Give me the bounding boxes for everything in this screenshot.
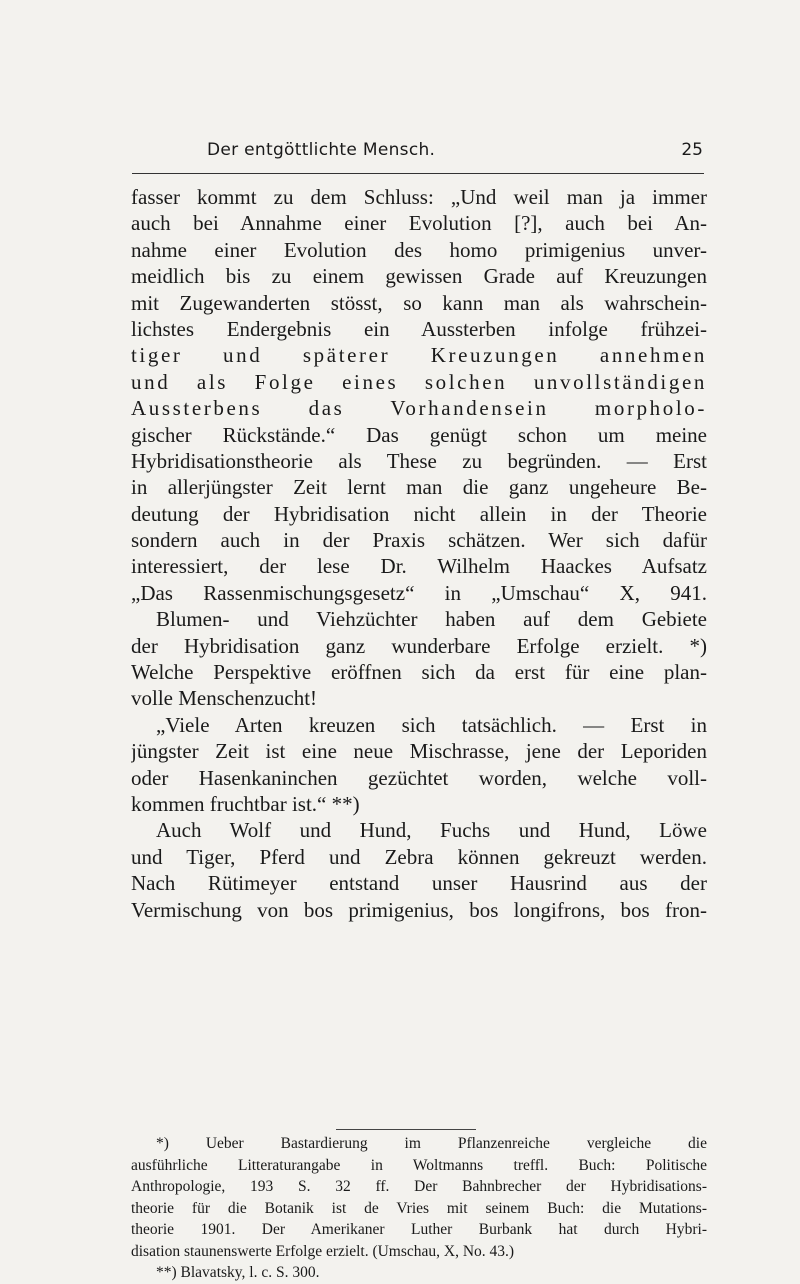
text-line: oder Hasenkaninchen gezüchtet worden, welche voll-	[131, 765, 707, 790]
main-text	[131, 184, 707, 923]
footnote-line: Anthropologie, 193 S. 32 ff. Der Bahnbrecher der Hybridisations-	[131, 1178, 707, 1195]
text-line: mit Zugewanderten stösst, so kann man als wahrschein-	[131, 290, 707, 315]
footnotes	[131, 1133, 707, 1284]
text-line: „Das Rassenmischungsgesetz“ in „Umschau“ X, 941.	[131, 580, 707, 605]
header-rule	[132, 173, 704, 174]
running-header	[207, 140, 707, 166]
text-line: Hybridisationstheorie als These zu begründen. — Erst	[131, 448, 707, 473]
text-line: Auch Wolf und Hund, Fuchs und Hund, Löwe	[156, 818, 707, 843]
page-number: 25	[681, 140, 703, 160]
running-title: Der entgöttlichte Mensch.	[207, 140, 436, 160]
text-line: lichstes Endergebnis ein Aussterben infolge frühzei-	[131, 316, 707, 341]
text-line: deutung der Hybridisation nicht allein in der Theorie	[131, 501, 707, 526]
text-line-spaced: und als Folge eines solchen unvollständigen	[131, 369, 707, 394]
text-line: fasser kommt zu dem Schluss: „Und weil man ja immer	[131, 185, 707, 209]
text-line: in allerjüngster Zeit lernt man die ganz ungeheure Be-	[131, 475, 707, 500]
text-line: Vermischung von bos primigenius, bos longifrons, bos fron-	[131, 897, 707, 922]
text-line: „Viele Arten kreuzen sich tatsächlich. — Erst in	[156, 712, 707, 737]
text-line: Nach Rütimeyer entstand unser Hausrind aus der	[131, 871, 707, 896]
text-line-spaced: Aussterbens das Vorhandensein morpholo-	[131, 396, 707, 421]
text-line: gischer Rückstände.“ Das genügt schon um meine	[131, 422, 707, 447]
footnote-line: **) Blavatsky, l. c. S. 300.	[156, 1264, 320, 1281]
text-line-spaced: tiger und späterer Kreuzungen annehmen	[131, 343, 707, 368]
footnote-line: theorie für die Botanik ist de Vries mit seinem Buch: die Mutations-	[131, 1199, 707, 1217]
text-line: auch bei Annahme einer Evolution [?], auch bei An-	[131, 211, 707, 236]
text-line: meidlich bis zu einem gewissen Grade auf Kreuzungen	[131, 264, 707, 289]
text-line: und Tiger, Pferd und Zebra können gekreuzt werden.	[131, 844, 707, 869]
footnote-line: ausführliche Litteraturangabe in Woltmanns treffl. Buch: Politische	[131, 1156, 707, 1174]
text-line: Blumen- und Viehzüchter haben auf dem Gebiete	[156, 607, 707, 632]
text-line: sondern auch in der Praxis schätzen. Wer sich dafür	[131, 528, 707, 553]
text-line: Welche Perspektive eröffnen sich da erst für eine plan-	[131, 660, 707, 685]
footnote-line: *) Ueber Bastardierung im Pflanzenreiche vergleiche die	[156, 1135, 707, 1152]
text-line: nahme einer Evolution des homo primigenius unver-	[131, 237, 707, 262]
text-line: der Hybridisation ganz wunderbare Erfolge erzielt. *)	[131, 633, 707, 658]
footnote-line: theorie 1901. Der Amerikaner Luther Burbank hat durch Hybri-	[131, 1221, 707, 1238]
text-line: jüngster Zeit ist eine neue Mischrasse, jene der Leporiden	[131, 739, 707, 764]
footnote-rule	[336, 1129, 476, 1130]
text-line-end: kommen fruchtbar ist.“ **)	[131, 791, 360, 816]
footnote-line: disation staunenswerte Erfolge erzielt. (Umschau, X, No. 43.)	[131, 1242, 515, 1260]
text-line: interessiert, der lese Dr. Wilhelm Haackes Aufsatz	[131, 554, 707, 579]
text-line-end: volle Menschenzucht!	[131, 686, 318, 711]
